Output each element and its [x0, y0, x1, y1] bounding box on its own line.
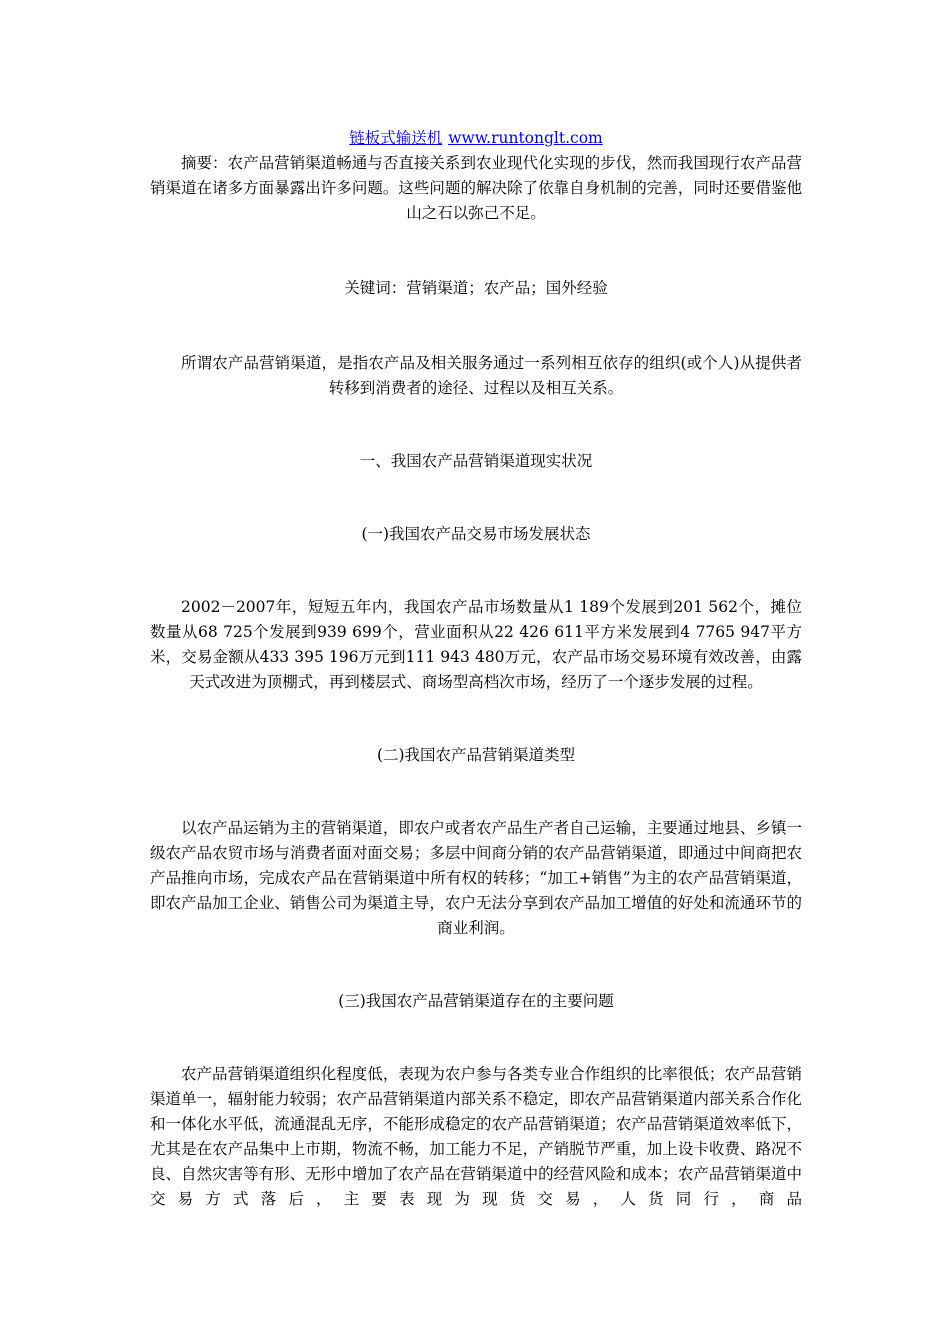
subsection-3-paragraph: 农产品营销渠道组织化程度低，表现为农户参与各类专业合作组织的比率很低；农产品营销渠道单一，辐射能力较弱；农产品营销渠道内部关系不稳定，即农产品营销渠道内部关系合作化和一体化水平低，流通混乱无序，不能形成稳定的农产品营销渠道；农产品营销渠道效率低下，尤其是在农产品集中上市期，物流不畅，加工能力不足，产销脱节严重，加上设卡收费、路况不良、自然灾害等有形、无形中增加了农产品在营销渠道中的经营风险和成本；农产品营销渠道中交易方式落后，主要表现为现货交易，人货同行，商品 [150, 1065, 802, 1208]
header-line [150, 126, 802, 151]
document-page [150, 126, 802, 1212]
abstract-paragraph: 摘要：农产品营销渠道畅通与否直接关系到农业现代化实现的步伐，然而我国现行农产品营销渠道在诸多方面暴露出许多问题。这些问题的解决除了依靠自身机制的完善，同时还要借鉴他山之石以弥己不足。 [150, 154, 802, 222]
keywords-line: 关键词：营销渠道；农产品；国外经验 [344, 279, 608, 297]
section-1-heading: 一、我国农产品营销渠道现实状况 [359, 452, 593, 470]
subsection-2-heading: (二)我国农产品营销渠道类型 [376, 746, 576, 764]
header-link[interactable]: 链板式输送机 [349, 129, 443, 147]
subsection-1-paragraph: 2002－2007年，短短五年内，我国农产品市场数量从1 189个发展到201 562个，摊位数量从68 725个发展到939 699个，营业面积从22 426 611平方米发展到4 7765 947平方米，交易金额从433 395 196万元到111 943 480万元，农产品市场交易环境有效改善，由露天式改进为顶棚式，再到楼层式、商场型高档次市场，经历了一个逐步发展的过程。 [150, 598, 802, 691]
subsection-2-paragraph: 以农产品运销为主的营销渠道，即农户或者农产品生产者自己运输，主要通过地县、乡镇一级农产品农贸市场与消费者面对面交易；多层中间商分销的农产品营销渠道，即通过中间商把农产品推向市场，完成农产品在营销渠道中所有权的转移；“加工+销售”为主的农产品营销渠道，即农产品加工企业、销售公司为渠道主导，农户无法分享到农产品加工增值的好处和流通环节的商业利润。 [150, 819, 802, 937]
subsection-1-heading: (一)我国农产品交易市场发展状态 [361, 525, 591, 543]
subsection-3-heading: (三)我国农产品营销渠道存在的主要问题 [338, 992, 614, 1010]
definition-paragraph: 所谓农产品营销渠道，是指农产品及相关服务通过一系列相互依存的组织(或个人)从提供者转移到消费者的途径、过程以及相互关系。 [181, 354, 802, 397]
header-url-link[interactable]: www.runtonglt.com [448, 129, 603, 147]
